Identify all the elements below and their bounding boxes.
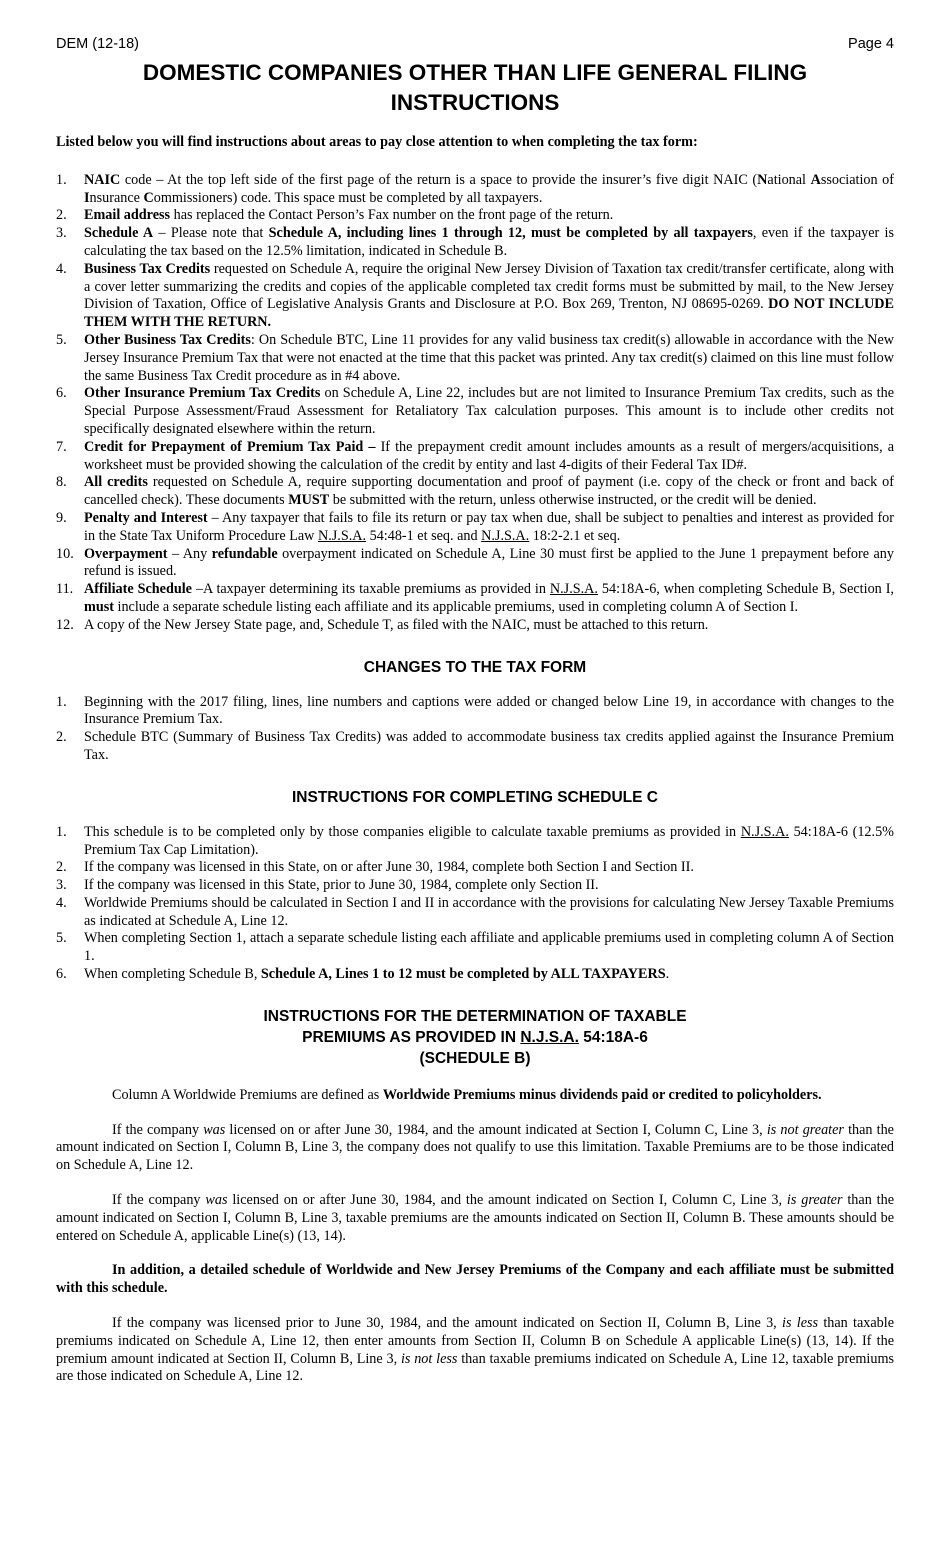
list-item: [56, 617, 894, 635]
list-item-number: 8.: [56, 474, 67, 491]
list-item-text: Overpayment – Any refundable overpayment indicated on Schedule A, Line 30 must first be applied to the June 1 prepayment before any refund is issued.: [84, 545, 894, 580]
list-item-number: 3.: [56, 877, 67, 894]
list-item-text: Business Tax Credits requested on Schedule A, require the original New Jersey Division of Taxation tax credit/transfer certificate, along with a cover letter summarizing the credits and copies of the applicable completed tax credit forms must be submitted by mail, to the New Jersey Division of Taxation, Office of Legislative Analysis Grants and Disclosure at P.O. Box 269, Trenton, NJ 08695-0269. DO NOT INCLUDE THEM WITH THE RETURN.: [84, 260, 895, 331]
list-item-text: This schedule is to be completed only by those companies eligible to calculate taxable premiums as provided in N.J.S.A. 54:18A-6 (12.5% Premium Tax Cap Limitation).: [84, 823, 894, 858]
general-instructions-list: [56, 172, 894, 635]
schedule-c-heading: INSTRUCTIONS FOR COMPLETING SCHEDULE C: [292, 788, 658, 806]
list-item: [56, 581, 894, 617]
list-item: [56, 474, 894, 510]
paragraph-not-greater: If the company was licensed on or after June 30, 1984, and the amount indicated at Section I, Column C, Line 3, is not greater than the amount indicated on Section I, Column B, Line 3, the company does not qualify to use this limitation. Taxable Premiums are to be those indicated on Schedule A, Line 12.: [56, 1121, 894, 1174]
list-item: [56, 824, 894, 860]
list-item: [56, 895, 894, 931]
list-item-text: Penalty and Interest – Any taxpayer that fails to file its return or pay tax when due, shall be subject to penalties and interest as provided for in the State Tax Uniform Procedure Law N.J.S.A. 54:48-1 et seq. and N.J.S.A. 18:2-2.1 et seq.: [84, 509, 894, 544]
list-item: [56, 172, 894, 208]
list-item: [56, 225, 894, 261]
page-title: DOMESTIC COMPANIES OTHER THAN LIFE GENERAL FILING INSTRUCTIONS: [142, 60, 808, 115]
list-item-number: 4.: [56, 894, 67, 911]
list-item-text: Worldwide Premiums should be calculated in Section I and II in accordance with the provisions for calculating New Jersey Taxable Premiums as indicated at Schedule A, Line 12.: [84, 894, 894, 929]
list-item: [56, 694, 894, 730]
list-item-text: If the company was licensed in this State, on or after June 30, 1984, complete both Section I and Section II.: [84, 859, 694, 876]
list-item-text: Other Business Tax Credits: On Schedule BTC, Line 11 provides for any valid business tax credit(s) allowable in accordance with the New Jersey Insurance Premium Tax that were not enacted at the time that this packet was printed. Any tax credit(s) claimed on this line must follow the same Business Tax Credit procedure as in #4 above.: [84, 331, 894, 384]
list-item-number: 7.: [56, 438, 67, 455]
list-item: [56, 207, 894, 225]
list-item-text: When completing Schedule B, Schedule A, Lines 1 to 12 must be completed by ALL TAXPAYERS.: [84, 966, 670, 983]
list-item-text: When completing Section 1, attach a separate schedule listing each affiliate and applicable premiums used in completing column A of Section 1.: [84, 930, 894, 965]
list-item: [56, 729, 894, 765]
list-item-number: 10.: [56, 545, 74, 562]
list-item-text: Affiliate Schedule –A taxpayer determining its taxable premiums as provided in N.J.S.A. 54:18A-6, when completing Schedule B, Section I, must include a separate schedule listing each affiliate and its applicable premiums, used in completing column A of Section I.: [84, 581, 894, 615]
schedule-c-list: [56, 824, 894, 984]
list-item-text: Schedule A – Please note that Schedule A, including lines 1 through 12, must be completed by all taxpayers, even if the taxpayer is calculating the tax based on the 12.5% limitation, indicated in Schedule B.: [84, 225, 894, 259]
list-item-number: 1.: [56, 693, 67, 710]
heading-part: 54:18A-6: [578, 1028, 648, 1046]
list-item: [56, 332, 894, 385]
form-id: DEM (12-18): [56, 36, 139, 52]
list-item-number: 9.: [56, 509, 67, 526]
list-item-number: 5.: [56, 331, 67, 348]
content: [56, 134, 894, 1386]
list-item-number: 3.: [56, 225, 67, 242]
list-item-text: Credit for Prepayment of Premium Tax Paid – If the prepayment credit amount includes amounts as a result of mergers/acquisitions, a worksheet must be provided showing the calculation of the credit by entity and last 4-digits of their Federal Tax ID#.: [84, 438, 894, 473]
list-item: [56, 859, 894, 877]
changes-heading: CHANGES TO THE TAX FORM: [363, 658, 587, 676]
list-item-number: 11.: [56, 581, 74, 598]
list-item-text: NAIC code – At the top left side of the first page of the return is a space to provide the insurer’s five digit NAIC (National Association of Insurance Commissioners) code. This space must be completed by all taxpayers.: [84, 171, 894, 206]
list-item: [56, 385, 894, 438]
list-item-number: 5.: [56, 930, 67, 947]
list-item-number: 6.: [56, 385, 67, 402]
list-item-number: 2.: [56, 859, 67, 876]
changes-list: [56, 694, 894, 765]
paragraph-prior-1984: If the company was licensed prior to June 30, 1984, and the amount indicated on Section II, Column B, Line 3, is less than taxable premiums indicated on Schedule A, Line 12, then enter amounts from Section II, Column B on Schedule A applicable Line(s) (13, 14). If the premium amount indicated at Section II, Column B, Line 3, is not less than taxable premiums indicated on Schedule A, Line 12, taxable premiums are those indicated on Schedule A, Line 12.: [56, 1315, 895, 1385]
list-item-number: 4.: [56, 260, 67, 277]
list-item-text: Beginning with the 2017 filing, lines, line numbers and captions were added or changed below Line 19, in accordance with changes to the Insurance Premium Tax.: [84, 693, 894, 728]
paragraph-affiliate-schedule: In addition, a detailed schedule of Worldwide and New Jersey Premiums of the Company and each affiliate must be submitted with this schedule.: [56, 1262, 894, 1297]
schedule-b-heading-line-2: [56, 1027, 894, 1048]
heading-statute: N.J.S.A.: [520, 1028, 579, 1046]
paragraph-worldwide-premiums: Column A Worldwide Premiums are defined as Worldwide Premiums minus dividends paid or credited to policyholders.: [112, 1086, 822, 1103]
schedule-b-heading: [56, 1006, 894, 1069]
list-item-number: 12.: [56, 616, 74, 633]
page-number: Page 4: [848, 36, 894, 52]
list-item-text: If the company was licensed in this State, prior to June 30, 1984, complete only Section II.: [84, 877, 599, 894]
list-item-text: Schedule BTC (Summary of Business Tax Credits) was added to accommodate business tax credits applied against the Insurance Premium Tax.: [84, 729, 894, 763]
heading-part: PREMIUMS AS PROVIDED IN: [302, 1028, 521, 1046]
paragraph-is-greater: If the company was licensed on or after June 30, 1984, and the amount indicated on Section I, Column C, Line 3, is greater than the amount indicated on Section I, Column B, Line 3, taxable premiums are the amounts indicated on Section II, Column B. These amounts should be entered on Schedule A, applicable Line(s) (13, 14).: [56, 1192, 894, 1244]
list-item-number: 2.: [56, 729, 67, 746]
schedule-b-heading-line-3: (SCHEDULE B): [419, 1049, 531, 1067]
list-item: [56, 877, 894, 895]
list-item: [56, 261, 894, 332]
list-item-text: A copy of the New Jersey State page, and, Schedule T, as filed with the NAIC, must be attached to this return.: [84, 616, 709, 633]
list-item: [56, 930, 894, 966]
list-item-number: 1.: [56, 171, 67, 188]
list-item: [56, 439, 894, 475]
list-item: [56, 966, 894, 984]
list-item-text: Other Insurance Premium Tax Credits on Schedule A, Line 22, includes but are not limited to Insurance Premium Tax credits, such as the Special Purpose Assessment/Fraud Assessment for Retaliatory Tax calculation purposes. This amount is to include other credits not specifically designated elsewhere within the return.: [84, 385, 894, 437]
list-item-text: Email address has replaced the Contact Person’s Fax number on the front page of the return.: [84, 207, 614, 224]
list-item: [56, 510, 894, 546]
list-item-text: All credits requested on Schedule A, require supporting documentation and proof of payment (i.e. copy of the check or front and back of cancelled check). These documents MUST be submitted with the return, unless otherwise instructed, or the credit will be denied.: [84, 474, 894, 509]
list-item-number: 6.: [56, 966, 67, 983]
schedule-b-heading-line-1: INSTRUCTIONS FOR THE DETERMINATION OF TAXABLE: [263, 1007, 687, 1025]
list-item-number: 2.: [56, 207, 67, 224]
list-item: [56, 546, 894, 582]
intro-text: Listed below you will find instructions about areas to pay close attention to when completing the tax form:: [56, 134, 698, 150]
list-item-number: 1.: [56, 823, 67, 840]
